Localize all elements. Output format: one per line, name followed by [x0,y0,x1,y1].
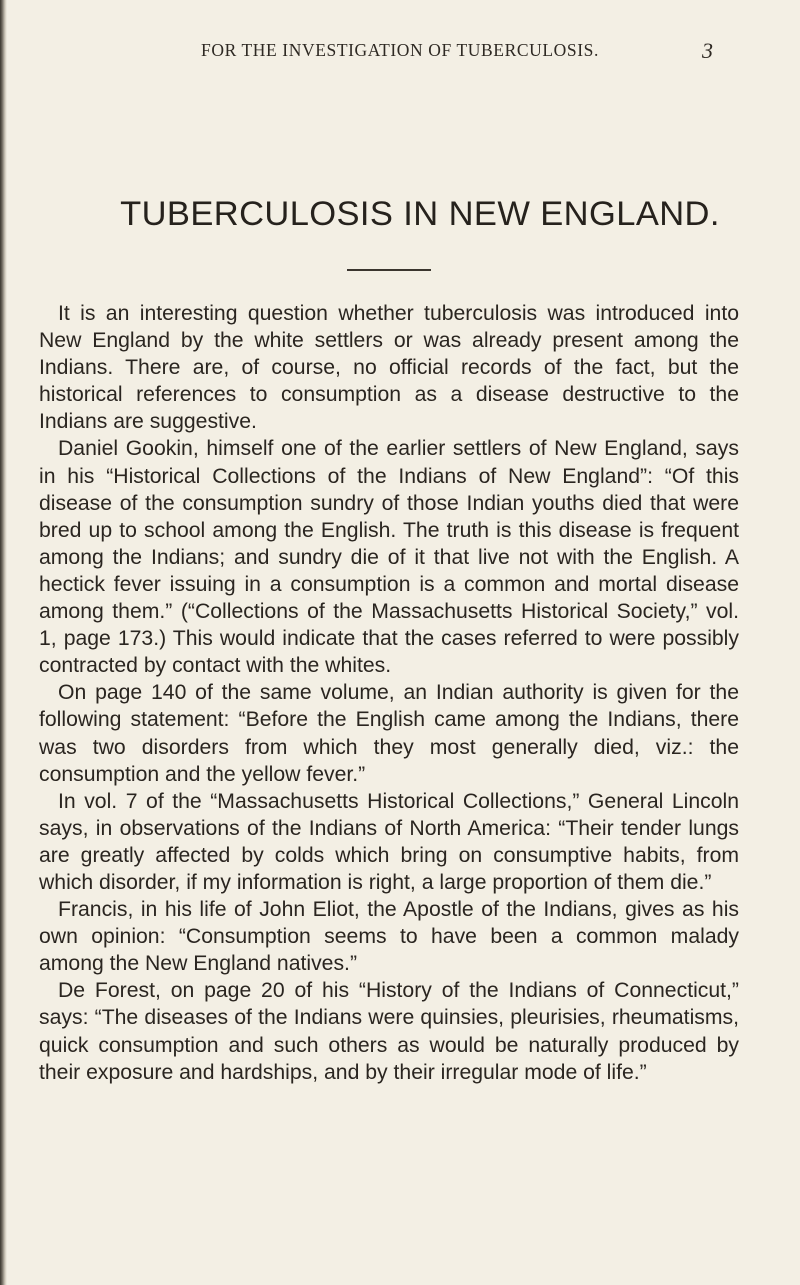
paragraph-4: In vol. 7 of the “Massachusetts Historical Collections,” General Lincoln says, in observations of the Indians of North America: “Their tender lungs are greatly affected by colds which bring on consumptive habits, from which disorder, if my information is right, a large proportion of them die.” [39,789,739,894]
running-head: FOR THE INVESTIGATION OF TUBERCULOSIS. [201,40,599,60]
body-text [39,300,739,1086]
page-gutter-edge [0,0,7,1285]
title-rule-divider [347,269,431,271]
chapter-title: TUBERCULOSIS IN NEW ENGLAND. [120,195,720,233]
paragraph-3: On page 140 of the same volume, an Indian authority is given for the following statement: “Before the English came among the Indians, there was two disorders from which they most generally died, viz.: the consumption and the yellow fever.” [39,681,739,786]
paragraph-2: Daniel Gookin, himself one of the earlier settlers of New England, says in his “Historical Collections of the Indians of New England”: “Of this disease of the consumption sundry of those Indian youths died that were bred up to school among the English. The truth is this disease is frequent among the Indians; and sundry die of it that live not with the English. A hectick fever issuing in a consumption is a common and mortal disease among them.” (“Collections of the Massachusetts Historical Society,” vol. 1, page 173.) This would indicate that the cases referred to were possibly contracted by contact with the whites. [39,437,739,678]
paragraph-1: It is an interesting question whether tuberculosis was introduced into New England by the white settlers or was already present among the Indians. There are, of course, no official records of the fact, but the historical references to consumption as a disease destructive to the Indians are suggestive. [39,302,739,434]
paragraph-5: Francis, in his life of John Eliot, the Apostle of the Indians, gives as his own opinion: “Consumption seems to have been a common malady among the New England natives.” [39,898,739,976]
page-number: 3 [702,38,713,63]
paragraph-6: De Forest, on page 20 of his “History of the Indians of Connecticut,” says: “The diseases of the Indians were quinsies, pleurisies, rheumatisms, quick consumption and such others as would be naturally produced by their exposure and hardships, and by their irregular mode of life.” [39,979,739,1084]
